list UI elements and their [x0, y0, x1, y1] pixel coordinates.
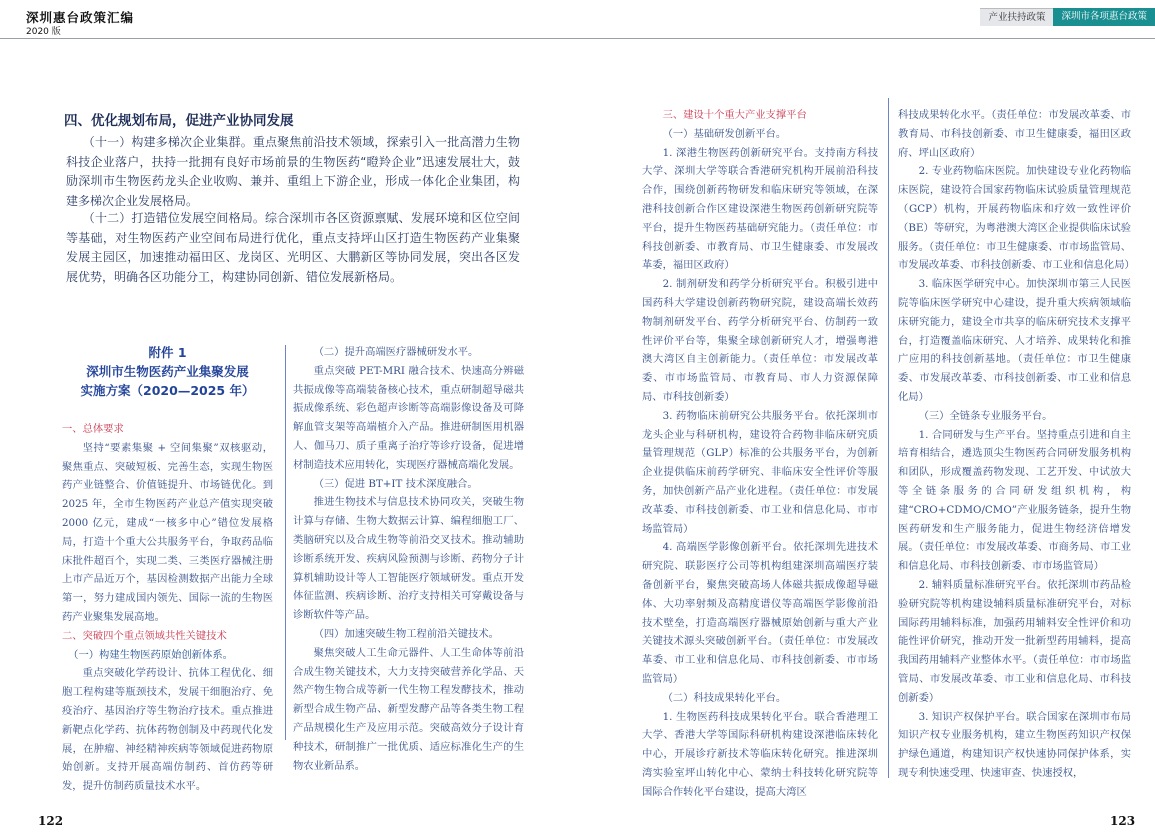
- paragraph-bt-it: 推进生物技术与信息技术协同攻关，突破生物计算与存储、生物大数据云计算、编程细胞工厂、类脑研究以及合成生物等前沿交叉技术。推动辅助诊断系统开发、疾病风险预测与诊断、药物分子计算机辅助设计等人工智能医疗领域研发。重点开发体征监测、疾病诊断、治疗支持相关可穿戴设备与诊断软件等产品。: [293, 496, 524, 622]
- paragraph-transfer-2: 2. 专业药物临床医院。加快建设专业化药物临床医院，建设符合国家药物临床试验质量管理规范（GCP）机构，开展药物临床和疗效一致性评价（BE）等研究，为粤港澳大湾区企业提供临床试验服务。（责任单位：市卫生健康委、市市场监管局、市发展改革委、市科技创新委、市工业和信息化局）: [898, 165, 1135, 272]
- header-divider: [0, 38, 1155, 39]
- subheading-bt-it: （三）促进 BT+IT 技术深度融合。: [313, 477, 478, 490]
- column-divider: [285, 345, 286, 740]
- column-3: [642, 106, 878, 801]
- paragraph-text: （十一）构建多梯次企业集群。重点聚焦前沿技术领域，探索引入一批高潜力生物科技企业落户，扶持一批拥有良好市场前景的生物医药“瞪羚企业”迅速发展壮大，鼓励深圳市生物医药龙头企业收购、兼并、重组上下游企业，形成一体化企业集团，构建多梯次企业发展格局。: [66, 135, 520, 208]
- heading-general-requirements: 一、总体要求: [62, 423, 124, 435]
- appendix-title-line-1: 深圳市生物医药产业集聚发展: [86, 364, 249, 379]
- paragraph-original-innovation: 重点突破化学药设计、抗体工程优化、细胞工程构建等瓶颈技术，发展干细胞治疗、免疫治疗、基因治疗等生物治疗技术。重点推进新靶点化学药、抗体药物创制及中药现代化发展，在肿瘤、神经精神疾病等领域促进药物原始创新。支持开展高端仿制药、首仿药等研发，提升仿制药质量技术水平。: [62, 667, 273, 793]
- paragraph-platform-4: 4. 高端医学影像创新平台。依托深圳先进技术研究院、联影医疗公司等机构组建深圳高端医疗装备创新平台，聚焦突破高场人体磁共振成像超导磁体、大功率射频及高精度谱仪等高端医学影像前沿技术壁垒，打造高端医疗器械原始创新与重大产业关键技术源头突破创新平台。（责任单位：市发展改革委、市工业和信息化局、市科技创新委、市市场监管局）: [642, 541, 878, 685]
- subheading-tech-transfer: （二）科技成果转化平台。: [662, 691, 787, 704]
- subheading-original-innovation: （一）构建生物医药原始创新体系。: [68, 648, 233, 661]
- publication-edition: 2020 版: [26, 27, 61, 37]
- appendix-heading: [62, 343, 273, 400]
- header-tabs: [980, 8, 1155, 26]
- column-4: [898, 106, 1135, 783]
- page-number-right: 123: [1110, 814, 1136, 828]
- heading-support-platforms: 三、建设十个重大产业支撑平台: [662, 109, 807, 121]
- column-divider: [888, 98, 889, 778]
- paragraph-platform-3: 3. 药物临床前研究公共服务平台。依托深圳市龙头企业与科研机构，建设符合药物非临床研究质量管理规范（GLP）标准的公共服务平台，为创新企业提供临床前药学研究、非临床安全性评价等服务，加快创新产品产业化进程。（责任单位：市发展改革委、市科技创新委、市工业和信息化局、市市场监管局）: [642, 409, 878, 535]
- paragraph-transfer-1: 1. 生物医药科技成果转化平台。联合香港理工大学、香港大学等国际科研机构建设深港临床转化中心，开展诊疗新技术等临床转化研究。推进深圳湾实验室坪山转化中心、蒙纳士科技转化研究院等国际合作转化平台建设，提高大湾区: [642, 710, 878, 798]
- tab-industry-policy[interactable]: 产业扶持政策: [980, 8, 1053, 26]
- column-1: [62, 343, 273, 796]
- paragraph-platform-2: 2. 制剂研发和药学分析研究平台。积极引进中国药科大学建设创新药物研究院，建设高端长效药物制剂研发平台、药学分析研究平台、仿制药一致性评价平台等，集聚全球创新研究人才，增强粤港澳大湾区自主创新能力。（责任单位：市发展改革委、市市场监管局、市教育局、市人力资源保障局、市科技创新委）: [642, 278, 878, 403]
- paragraph-transfer-3: 3. 临床医学研究中心。加快深圳市第三人民医院等临床医学研究中心建设，提升重大疾病领域临床研究能力，建设全市共享的临床研究技术支撑平台，打造覆盖临床研究、人才培养、成果转化和推广应用的科技创新基地。（责任单位：市卫生健康委、市发展改革委、市科技创新委、市工业和信息化局）: [898, 278, 1131, 403]
- subheading-bioengineering: （四）加速突破生物工程前沿关键技术。: [313, 627, 499, 640]
- column-2: [293, 343, 524, 775]
- appendix-title-line-2: 实施方案（2020—2025 年）: [80, 383, 255, 398]
- paragraph-service-1: 1. 合同研发与生产平台。坚持重点引进和自主培育相结合，遴选顶尖生物医药合同研发服务机构和团队，形成覆盖药物发现、工艺开发、中试放大等全链条服务的合同研发组织机构，构建“CRO+CDMO/CMO”产业服务链条，提升生物医药研发和生产服务能力，促进生物经济倍增发展。（责任单位：市发展改革委、市商务局、市工业和信息化局、市科技创新委、市市场监管局）: [898, 428, 1131, 573]
- heading-key-technologies: 二、突破四个重点领域共性关键技术: [62, 629, 227, 642]
- page-number-left: 122: [38, 814, 64, 828]
- paragraph-service-2: 2. 辅料质量标准研究平台。依托深圳市药品检验研究院等机构建设辅料质量标准研究平台，对标国际药用辅料标准，加强药用辅料安全性评价和功能性评价研究，推动开发一批新型药用辅料，提高我国药用辅料产业整体水平。（责任单位：市市场监管局、市发展改革委、市工业和信息化局、市科技创新委）: [898, 578, 1131, 704]
- paragraph-bioengineering: 聚焦突破人工生命元器件、人工生命体等前沿合成生物关键技术，大力支持突破营养化学品、天然产物生物合成等新一代生物工程发酵技术，推动新型合成生物产品、新型发酵产品等各类生物工程产品规模化生产及应用示范。突破高效分子设计育种技术，研制推广一批优质、适应标准化生产的生物农业新品系。: [293, 646, 524, 772]
- publication-title: 深圳惠台政策汇编: [26, 10, 135, 25]
- paragraph-service-3: 3. 知识产权保护平台。联合国家在深圳市布局知识产权专业服务机构，建立生物医药知识产权保护绿色通道，构建知识产权快速协同保护体系，实现专利快速受理、快速审查、快速授权，: [898, 710, 1131, 779]
- section-heading: 四、优化规划布局，促进产业协同发展: [64, 113, 294, 129]
- subheading-basic-rnd: （一）基础研发创新平台。: [662, 127, 787, 140]
- paragraph-medical-devices: 重点突破 PET-MRI 融合技术、快速高分辨磁共振成像等高端装备核心技术，重点研制超导磁共振成像系统、彩色超声诊断等高端影像设备及可降解血管支架等高端植介入产品。推进研制医用机器人、伽马刀、质子重离子治疗等诊疗设备，促进增材制造技术应用转化，实现医疗器械高端化发展。: [293, 364, 524, 471]
- paragraph-text: （十二）打造错位发展空间格局。综合深圳市各区资源禀赋、发展环境和区位空间等基础，对生物医药产业空间布局进行优化，重点支持坪山区打造生物医药产业集聚发展主园区，加速推动福田区、龙岗区、光明区、大鹏新区等协同发展，突出各区发展优势，明确各区功能分工，构建协同创新、错位发展新格局。: [66, 211, 520, 284]
- subheading-service-platforms: （三）全链条专业服务平台。: [918, 409, 1053, 422]
- paragraph-transfer-1-cont: 科技成果转化水平。（责任单位：市发展改革委、市教育局、市科技创新委、市卫生健康委，福田区政府、坪山区政府）: [898, 109, 1131, 159]
- lead-paragraph-12: [66, 209, 520, 287]
- paragraph-platform-1: 1. 深港生物医药创新研究平台。支持南方科技大学、深圳大学等联合香港研究机构开展前沿科技合作，围绕创新药物研发和临床研究等领域，在深港科技创新合作区建设深港生物医药创新研究院等平台，提升生物医药基础研究能力。（责任单位：市科技创新委、市教育局、市卫生健康委、市发展改革委，福田区政府）: [642, 146, 878, 272]
- tab-shenzhen-policies[interactable]: 深圳市各项惠台政策: [1053, 8, 1155, 26]
- paragraph-general-requirements: 坚持“要素集聚 + 空间集聚”双核驱动，聚焦重点、突破短板、完善生态，实现生物医药产业链整合、价值链提升、市场链优化。到 2025 年，全市生物医药产业总产值实现突破 2000 亿元，建成“一核多中心”错位发展格局，打造十个重大公共服务平台，争取药品临床批件超百个，实现二类、三类医疗器械注册上市产品近万个，基因检测数据产出能力全球第一，努力建成国内领先、国际一流的生物医药产业聚集发展高地。: [62, 441, 273, 623]
- subheading-medical-devices: （二）提升高端医疗器械研发水平。: [313, 346, 479, 358]
- lead-paragraph-11: [66, 133, 520, 211]
- appendix-label: 附件 1: [148, 345, 187, 360]
